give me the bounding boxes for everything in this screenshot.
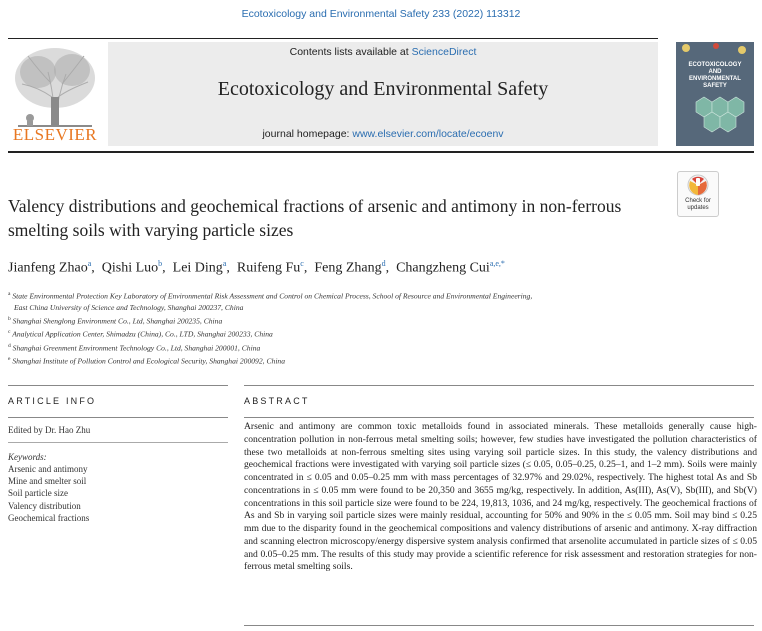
affiliation-item bbox=[8, 327, 748, 340]
author-name[interactable]: Jianfeng Zhao bbox=[8, 260, 88, 276]
affiliation-marker: d bbox=[8, 342, 11, 349]
article-title: Valency distributions and geochemical fractions of arsenic and antimony in non-ferrous smelting soils with varying particle sizes bbox=[8, 196, 622, 240]
author-name[interactable]: Ruifeng Fu bbox=[236, 260, 301, 276]
sciencedirect-link[interactable]: ScienceDirect bbox=[411, 46, 477, 58]
journal-title[interactable]: Ecotoxicology and Environmental Safety bbox=[217, 78, 549, 100]
contents-prefix: Contents lists available at bbox=[289, 46, 412, 58]
cover-title-line: SAFETY bbox=[703, 83, 727, 89]
cover-title-line: AND bbox=[708, 69, 722, 75]
article-info-heading: ARTICLE INFO bbox=[8, 396, 97, 406]
keyword-item: Arsenic and antimony bbox=[8, 464, 88, 474]
homepage-line bbox=[108, 128, 658, 140]
author-list: Jianfeng Zhao$^a$, Qishi Luo$^b$, Lei Ding$^a$, Ruifeng Fu$^c$, Feng Zhang$^d$, Changzheng Cui$^{a,e,*}$ bbox=[8, 259, 505, 276]
author-affil-marker[interactable]: d bbox=[381, 259, 386, 268]
author-affil-marker[interactable]: b bbox=[158, 259, 163, 268]
affiliation-marker: e bbox=[8, 356, 11, 363]
affiliation-text: Shanghai Institute of Pollution Control and Ecological Security, Shanghai 200092, China bbox=[12, 356, 286, 366]
header-bottom-rule bbox=[8, 151, 754, 153]
check-updates-line: updates bbox=[687, 204, 709, 211]
check-updates-label bbox=[678, 198, 718, 211]
journal-masthead bbox=[108, 42, 658, 146]
abstract-text: Arsenic and antimony are common toxic metalloids found in associated minerals. These metalloids generally cause high-concentration pollution in non-ferrous metal smelting soils; however, few studies have investigated the pollution characteristics of these two metalloids at non-ferrous smelting sites using varying soil particle sizes. In this study, the valency distributions and geochemical fractions were investigated with varying soil particle sizes (≤ 0.05, 0.05–0.25, 0.25–1, and 1–2 mm). Soils were mainly concentrated in ≤ 0.05 and 0.05–0.25 mm with mass percentages of 32.97% and 29.02%, respectively. The highest total As and Sb concentrations in ≤ 0.05 mm were found to be 20,350 and 3655 mg/kg, respectively. In addition, As(III), As(V), Sb(III), and Sb(V) concentrations in this soil particle size were found to be 224, 19,813, 1036, and 24 mg/kg, respectively. The geochemical fractions of As and Sb in varying soil particle sizes were mainly residual, accounting for 50% and 90% in the ≤ 0.05 mm. Soil may bind ≤ 0.25 mm due to the disparity found in the geochemical compositions and valency distributions of arsenic and antimony. X-ray diffraction and scanning electron microscopy/energy dispersive system analysis confirmed that arsenolite accumulated in particle sizes of ≤ 0.05 and 0.05–0.25 mm. The results of this study may provide a scientific reference for risk assessment and restoration strategies for non-ferrous metal smelting soils. bbox=[244, 421, 757, 573]
article-info-heading-rule bbox=[8, 417, 228, 418]
check-updates-icon bbox=[678, 172, 718, 198]
publisher-name: ELSEVIER bbox=[12, 125, 98, 144]
affiliation-text: Analytical Application Center, Shimadzu (China), Co., LTD, Shanghai 200233, China bbox=[12, 329, 273, 339]
article-info-top-rule bbox=[8, 385, 228, 386]
affiliation-marker: b bbox=[8, 316, 11, 323]
affiliation-marker: a bbox=[8, 291, 11, 297]
author-affil-marker[interactable]: a,e,* bbox=[489, 259, 505, 268]
affiliation-item bbox=[8, 314, 748, 327]
affiliation-marker: c bbox=[8, 329, 11, 336]
abstract-top-rule bbox=[244, 385, 754, 386]
homepage-prefix: journal homepage: bbox=[262, 128, 353, 140]
author-affil-marker[interactable]: a bbox=[87, 259, 92, 268]
author-name[interactable]: Qishi Luo bbox=[101, 260, 159, 276]
affiliation-list bbox=[8, 289, 748, 367]
keywords-rule bbox=[8, 442, 228, 443]
author-name[interactable]: Lei Ding bbox=[172, 260, 223, 276]
affiliation-text: Shanghai Shenglong Environment Co., Ltd, Shanghai 200235, China bbox=[12, 316, 223, 326]
abstract-heading: ABSTRACT bbox=[244, 396, 310, 406]
keywords-heading: Keywords: bbox=[8, 452, 47, 462]
contents-line bbox=[108, 46, 658, 58]
keyword-item: Valency distribution bbox=[8, 500, 81, 511]
author-name[interactable]: Feng Zhang bbox=[314, 260, 382, 276]
keyword-item: Soil particle size bbox=[8, 488, 68, 499]
affiliation-item bbox=[8, 341, 748, 354]
author-name[interactable]: Changzheng Cui bbox=[396, 260, 490, 276]
header-top-rule bbox=[8, 38, 658, 39]
journal-citation[interactable]: Ecotoxicology and Environmental Safety 233 (2022) 113312 bbox=[241, 8, 521, 20]
journal-homepage-link[interactable]: www.elsevier.com/locate/ecoenv bbox=[352, 128, 504, 140]
journal-cover-image[interactable] bbox=[676, 42, 754, 146]
cover-title-line: ECOTOXICOLOGY bbox=[688, 62, 742, 68]
affiliation-continuation: East China University of Science and Technology, Shanghai 200237, China bbox=[14, 303, 244, 313]
affiliation-item bbox=[8, 354, 748, 367]
keyword-item: Geochemical fractions bbox=[8, 512, 90, 523]
cover-art bbox=[676, 42, 754, 146]
cover-title-line: ENVIRONMENTAL bbox=[689, 76, 741, 82]
author-affil-marker[interactable]: c bbox=[300, 259, 304, 268]
affiliation-text: State Environmental Protection Key Laboratory of Environmental Risk Assessment and Control on Chemical Process, School of Resource and Environmental Engineering, bbox=[12, 291, 533, 301]
edited-by: Edited by Dr. Hao Zhu bbox=[8, 425, 91, 435]
check-updates-line: Check for bbox=[685, 198, 711, 204]
keyword-item: Mine and smelter soil bbox=[8, 476, 87, 487]
abstract-bottom-rule bbox=[244, 625, 754, 626]
affiliation-item bbox=[8, 289, 748, 302]
abstract-heading-rule bbox=[244, 417, 754, 418]
author-affil-marker[interactable]: a bbox=[222, 259, 227, 268]
cover-title bbox=[676, 62, 754, 90]
check-for-updates-button[interactable] bbox=[677, 171, 719, 217]
affiliation-text: Shanghai Greenment Environment Technology Co., Ltd, Shanghai 200001, China bbox=[12, 343, 261, 353]
keyword-list bbox=[8, 463, 89, 524]
